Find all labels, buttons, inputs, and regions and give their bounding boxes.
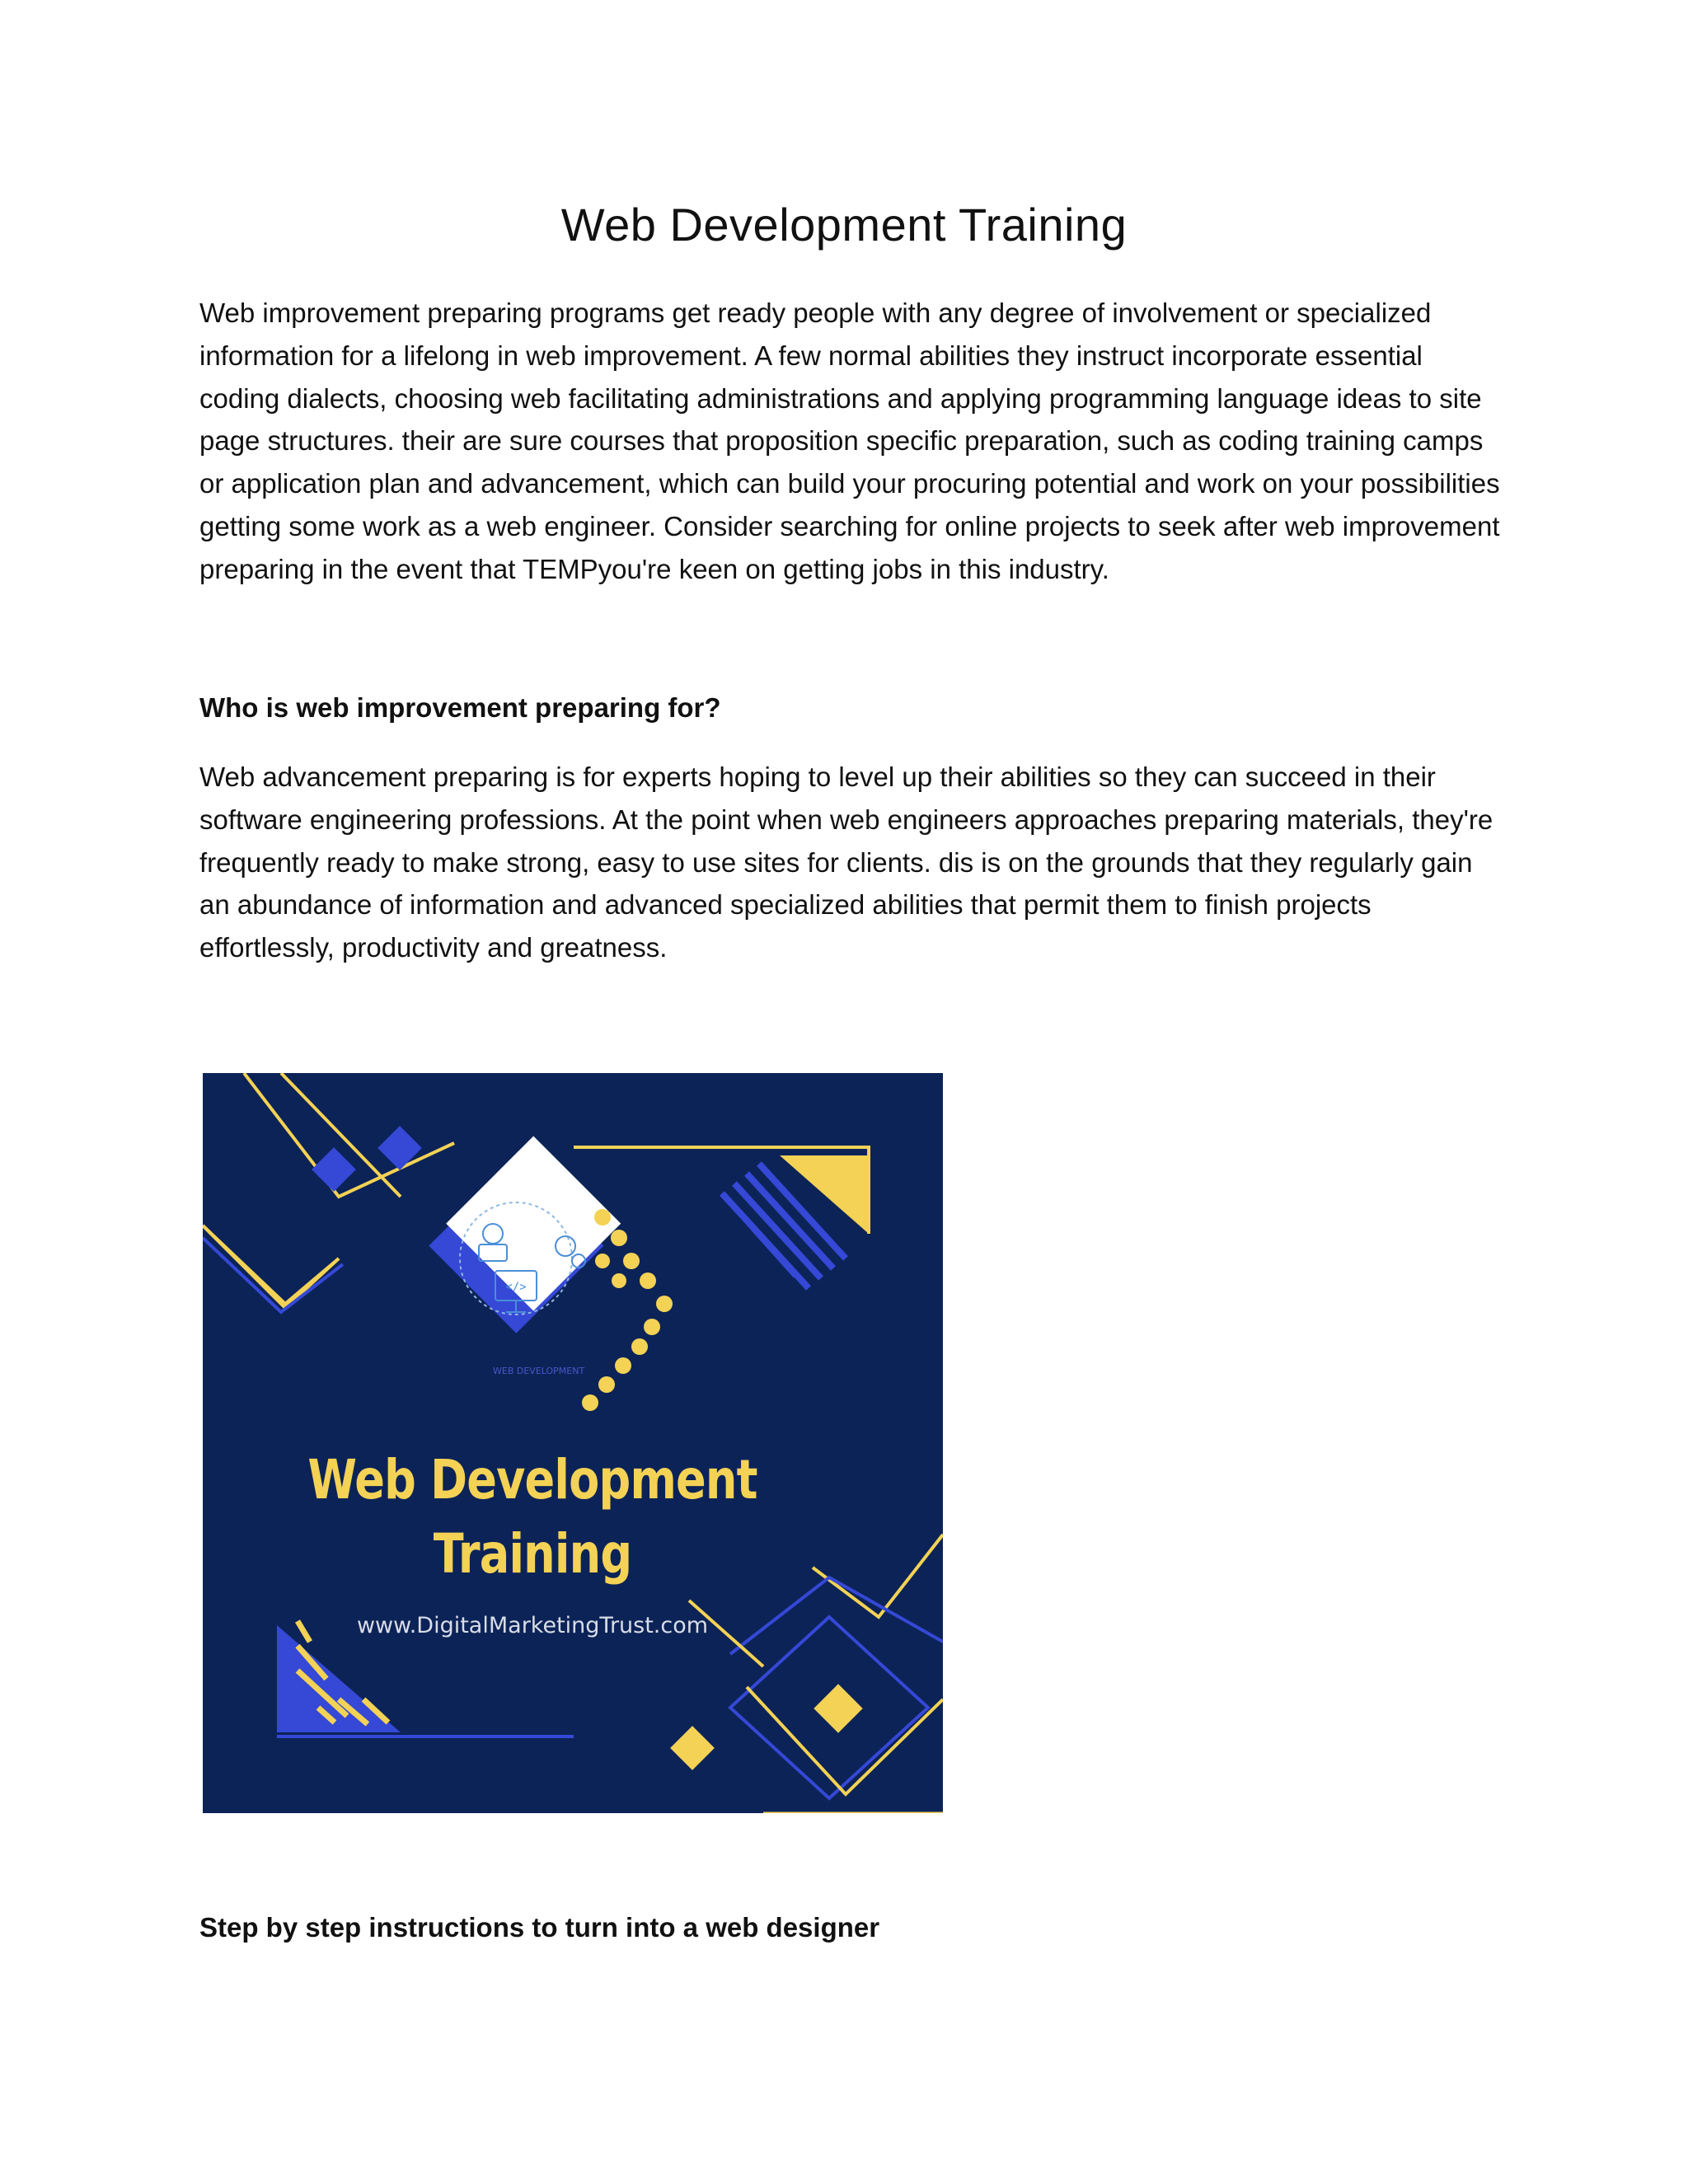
section-heading-who: Who is web improvement preparing for? <box>199 692 721 723</box>
decor-diamond-blue-1 <box>312 1147 356 1192</box>
promo-title-line-2: Training <box>433 1522 632 1586</box>
logo-caption: WEB DEVELOPMENT <box>493 1366 585 1376</box>
decor-diamond-yellow-2 <box>814 1684 862 1732</box>
section-paragraph-who: Web advancement preparing is for experts hoping to level up their abilities so they can succeed in their software engineering professions. At the point when web engineers approaches preparing materials, they're frequently ready to make strong, easy to use sites for clients. dis is on the grounds that they regularly gain an abundance of information and advanced specialized abilities that permit them to finish projects effortlessly, productivity and greatness. <box>199 762 1493 963</box>
promo-image-graphics <box>203 1073 943 1813</box>
decor-diamond-blue-2 <box>377 1126 422 1170</box>
svg-text:</>: </> <box>505 1281 527 1294</box>
decor-line-yellow-top <box>244 1073 454 1197</box>
promo-url: www.DigitalMarketingTrust.com <box>356 1613 709 1638</box>
page-title: Web Development Training <box>560 199 1128 251</box>
section-heading-steps: Step by step instructions to turn into a web designer <box>199 1912 880 1943</box>
intro-paragraph: Web improvement preparing programs get ready people with any degree of involvement or specialized information for a lifelong in web improvement. A few normal abilities they instruct incorporate essential coding dialects, choosing web facilitating administrations and applying programming language ideas to site page structures. their are sure courses that proposition specific preparation, such as coding training camps or application plan and advancement, which can build your procuring potential and work on your possibilities getting some work as a web engineer. Consider searching for online projects to seek after web improvement preparing in the event that TEMPyou're keen on getting jobs in this industry. <box>199 298 1500 584</box>
decor-diamond-yellow-1 <box>670 1726 715 1770</box>
promo-image <box>203 1073 943 1813</box>
promo-title-line-1: Web Development <box>307 1448 757 1511</box>
